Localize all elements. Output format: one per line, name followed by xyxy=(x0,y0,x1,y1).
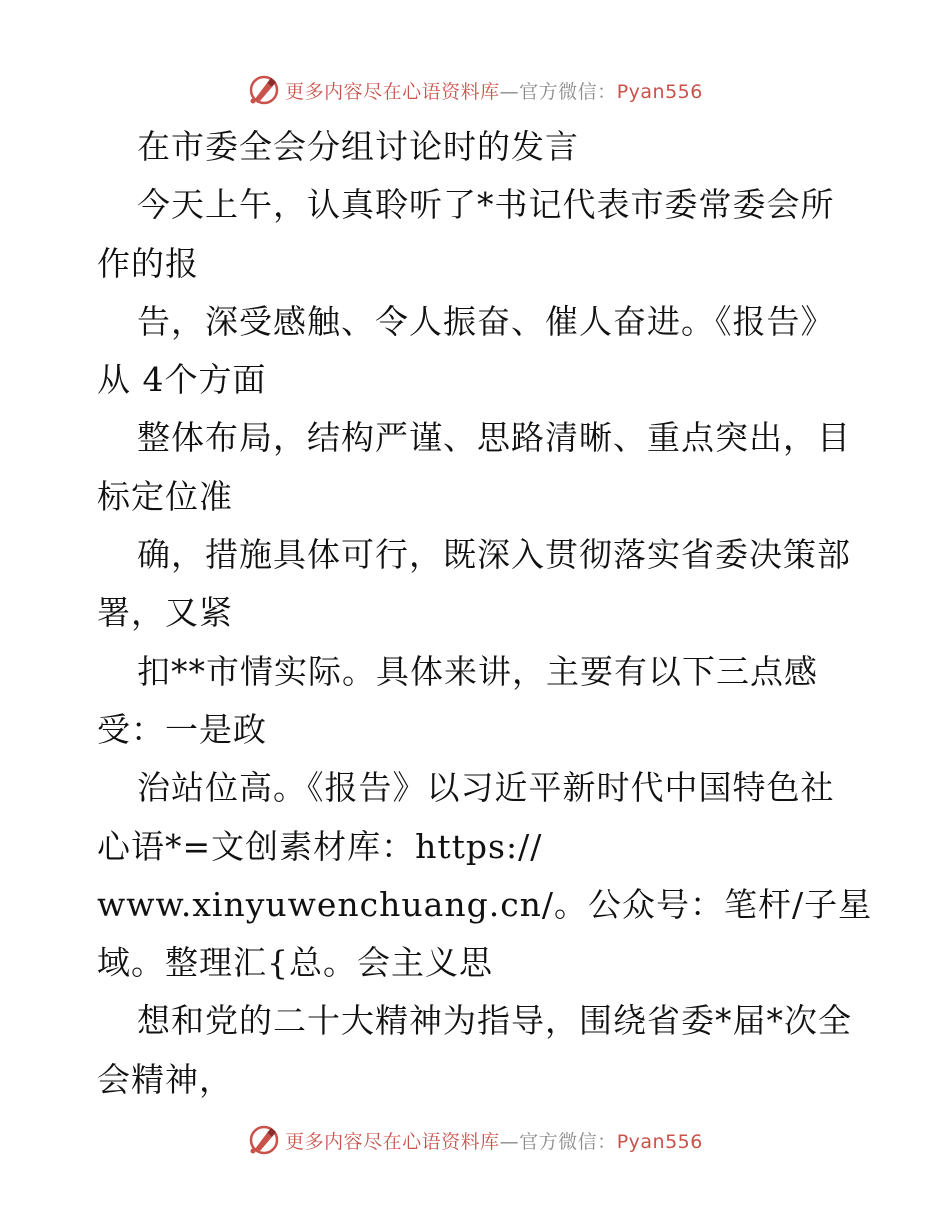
pen-nib-logo-icon xyxy=(247,73,281,107)
text-line: 署，又紧 xyxy=(97,593,233,633)
text-line: 整体布局，结构严谨、思路清晰、重点突出，目 xyxy=(137,418,851,458)
text-line: 心语*=文创素材库：https:// xyxy=(97,826,543,866)
text-line: 标定位准 xyxy=(97,476,233,516)
footer-watermark xyxy=(0,1120,950,1160)
document-body xyxy=(97,118,873,1109)
text-line: 今天上午，认真聆听了*书记代表市委常委会所 xyxy=(137,185,835,225)
text-line: 会精神， xyxy=(97,1059,233,1099)
pen-nib-logo-icon xyxy=(247,1123,281,1157)
text-line: 想和党的二十大精神为指导，围绕省委*届*次全 xyxy=(137,1001,852,1041)
watermark-text: 更多内容尽在心语资料库—官方微信：Pyan556 xyxy=(285,1130,703,1153)
text-line: 受：一是政 xyxy=(97,709,267,749)
text-line: 治站位高。《报告》以习近平新时代中国特色社 xyxy=(137,768,835,808)
watermark-text: 更多内容尽在心语资料库—官方微信：Pyan556 xyxy=(285,80,703,103)
text-line: 告，深受感触、令人振奋、催人奋进。《报告》 xyxy=(137,301,835,341)
text-line: 确，措施具体可行，既深入贯彻落实省委决策部 xyxy=(137,535,851,575)
text-line: 域。整理汇{总。会主义思 xyxy=(97,943,493,983)
text-line: 作的报 xyxy=(97,243,199,283)
header-watermark xyxy=(0,70,950,110)
text-line: www.xinyuwenchuang.cn/。公众号：笔杆/子星 xyxy=(97,884,873,924)
text-line: 扣**市情实际。具体来讲，主要有以下三点感 xyxy=(137,651,818,691)
text-line: 从 4个方面 xyxy=(97,360,267,400)
text-line: 在市委全会分组讨论时的发言 xyxy=(137,127,579,166)
